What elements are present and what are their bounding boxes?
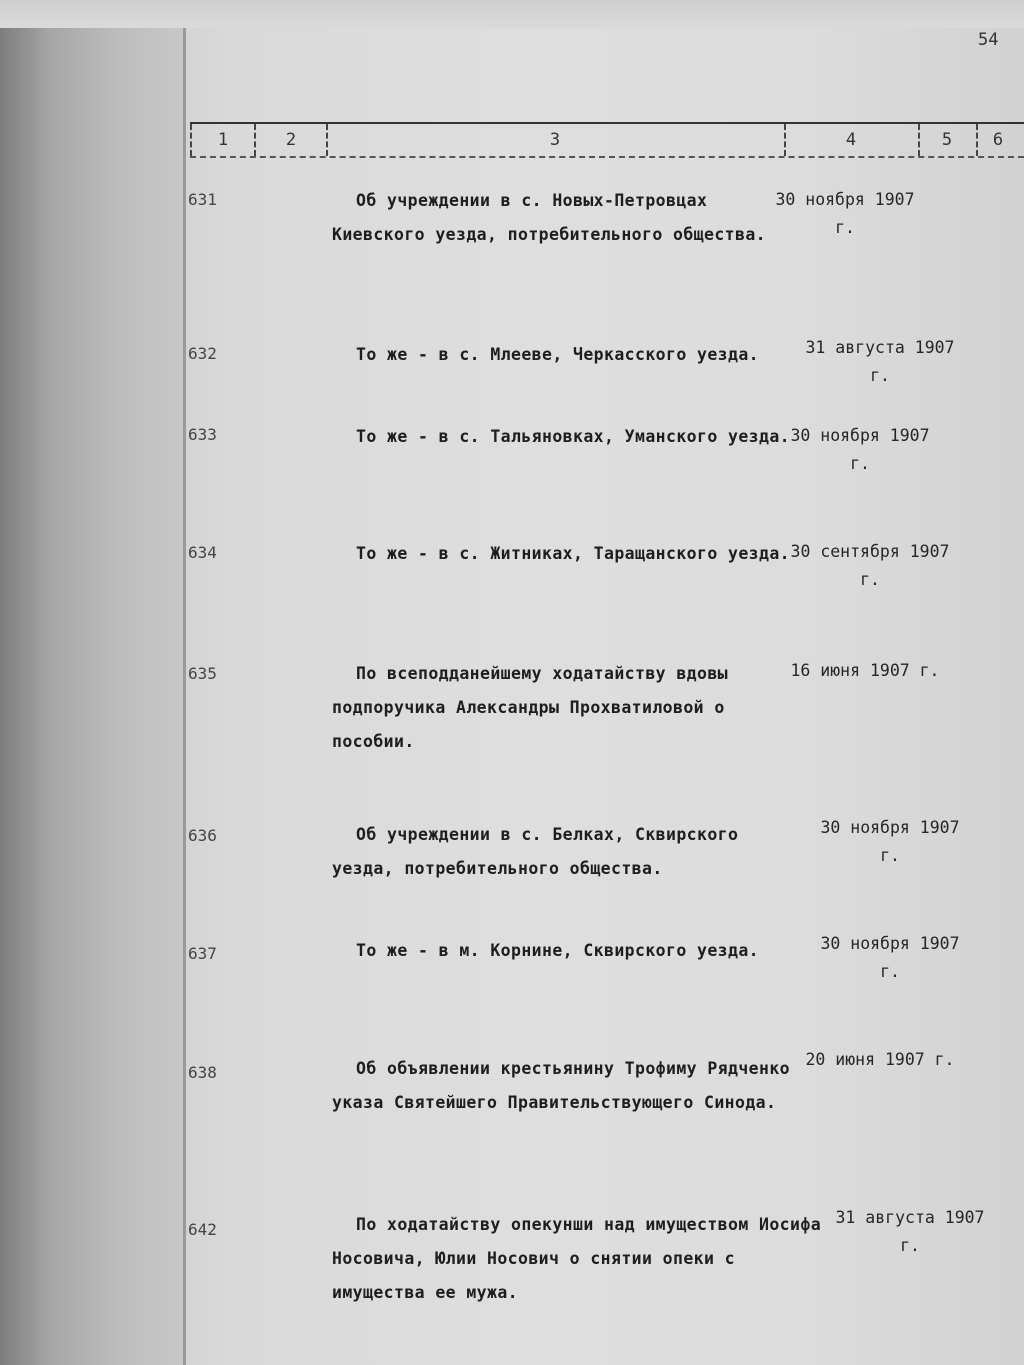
record-description: То же - в с. Тальяновках, Уманского уезда. [356, 427, 791, 446]
page-top-edge [0, 0, 1024, 28]
record-date: 30 ноября 1907 г. [820, 818, 960, 865]
column-header-4: 4 [845, 130, 857, 150]
record-description: По ходатайству опекунши над имуществом Иосифа Носовича, Юлии Носович о снятии опеки с имущества ее мужа. [332, 1215, 822, 1302]
column-header-2: 2 [285, 130, 297, 150]
record-number: 637 [188, 944, 217, 963]
record-description: То же - в с. Житниках, Таращанского уезда. [356, 544, 791, 563]
record-number: 634 [188, 543, 217, 562]
record-description: То же - в м. Корнине, Сквирского уезда. [356, 941, 760, 960]
record-description: Об учреждении в с. Белках, Сквирского уезда, потребительного общества. [332, 825, 739, 878]
page-fold [183, 0, 186, 1365]
column-header-3: 3 [549, 130, 561, 150]
record-date: 30 ноября 1907 г. [820, 934, 960, 981]
record-number: 633 [188, 425, 217, 444]
record-date: 31 августа 1907 г. [805, 338, 955, 385]
record-date: 20 июня 1907 г. [805, 1050, 955, 1069]
record-number: 632 [188, 344, 217, 363]
record-description: Об объявлении крестьянину Трофиму Рядченко указа Святейшего Правительствующего Синода. [332, 1059, 791, 1112]
record-description: То же - в с. Млееве, Черкасского уезда. [356, 345, 760, 364]
record-date: 16 июня 1907 г. [790, 661, 940, 680]
column-header-1: 1 [217, 130, 229, 150]
record-date: 30 ноября 1907 г. [790, 426, 930, 473]
record-number: 631 [188, 190, 217, 209]
column-header-5: 5 [941, 130, 953, 150]
record-description: Об учреждении в с. Новых-Петровцах Киевского уезда, потребительного общества. [332, 191, 767, 244]
record-description: По всеподданейшему ходатайству вдовы подпоручика Александры Прохватиловой о пособии. [332, 664, 729, 751]
record-date: 30 ноября 1907 г. [775, 190, 915, 237]
record-number: 642 [188, 1220, 217, 1239]
record-number: 638 [188, 1063, 217, 1082]
record-date: 31 августа 1907 г. [835, 1208, 985, 1255]
record-number: 635 [188, 664, 217, 683]
column-header-row [190, 122, 1024, 158]
page-number: 54 [978, 30, 999, 50]
column-header-6: 6 [992, 130, 1004, 150]
record-date: 30 сентября 1907 г. [790, 542, 950, 589]
page-binding [0, 0, 185, 1365]
column-separator [190, 124, 192, 156]
record-number: 636 [188, 826, 217, 845]
